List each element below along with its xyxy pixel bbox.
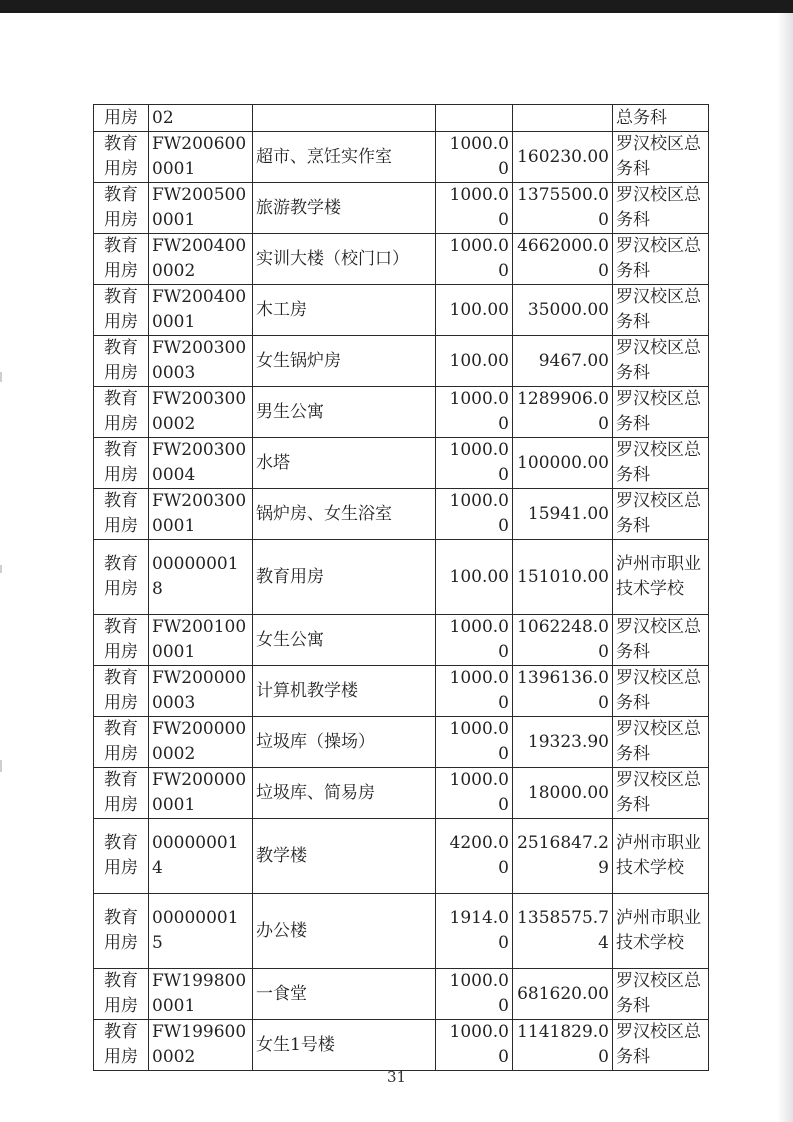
department-cell: 罗汉校区总务科	[613, 489, 709, 540]
department-cell: 罗汉校区总务科	[613, 387, 709, 438]
category-cell: 教育用房	[94, 336, 149, 387]
value-cell: 19323.90	[513, 717, 613, 768]
area-cell: 1000.00	[436, 183, 513, 234]
table-row	[94, 819, 709, 894]
area-cell: 1000.00	[436, 489, 513, 540]
department-cell: 罗汉校区总务科	[613, 969, 709, 1020]
department-cell: 罗汉校区总务科	[613, 132, 709, 183]
table-row	[94, 969, 709, 1020]
area-cell: 100.00	[436, 336, 513, 387]
value-cell: 1358575.74	[513, 894, 613, 969]
asset-name-cell: 实训大楼（校门口）	[253, 234, 436, 285]
table-row	[94, 132, 709, 183]
asset-code-cell: FW2000000002	[149, 717, 253, 768]
value-cell: 160230.00	[513, 132, 613, 183]
asset-name-cell: 女生锅炉房	[253, 336, 436, 387]
asset-table	[93, 104, 709, 1071]
department-cell: 罗汉校区总务科	[613, 717, 709, 768]
asset-code-cell: FW2003000002	[149, 387, 253, 438]
table-row	[94, 285, 709, 336]
asset-name-cell: 计算机教学楼	[253, 666, 436, 717]
scan-mark	[0, 565, 2, 573]
asset-name-cell: 办公楼	[253, 894, 436, 969]
value-cell	[513, 105, 613, 132]
area-cell: 1000.00	[436, 438, 513, 489]
scan-right-edge	[777, 13, 793, 1122]
asset-code-cell: FW2004000001	[149, 285, 253, 336]
department-cell: 罗汉校区总务科	[613, 615, 709, 666]
category-cell: 教育用房	[94, 894, 149, 969]
table-row	[94, 768, 709, 819]
asset-code-cell: FW2000000003	[149, 666, 253, 717]
table-row	[94, 615, 709, 666]
department-cell: 罗汉校区总务科	[613, 768, 709, 819]
category-cell: 教育用房	[94, 969, 149, 1020]
asset-code-cell: FW2003000001	[149, 489, 253, 540]
category-cell: 教育用房	[94, 615, 149, 666]
table-row	[94, 717, 709, 768]
department-cell: 泸州市职业技术学校	[613, 540, 709, 615]
area-cell: 1000.00	[436, 969, 513, 1020]
asset-name-cell: 教学楼	[253, 819, 436, 894]
department-cell: 罗汉校区总务科	[613, 666, 709, 717]
value-cell: 1062248.00	[513, 615, 613, 666]
scan-mark	[0, 760, 2, 772]
table-row	[94, 234, 709, 285]
category-cell: 教育用房	[94, 387, 149, 438]
asset-code-cell: FW2001000001	[149, 615, 253, 666]
asset-code-cell: FW2003000003	[149, 336, 253, 387]
department-cell: 罗汉校区总务科	[613, 438, 709, 489]
value-cell: 4662000.00	[513, 234, 613, 285]
area-cell: 1000.00	[436, 615, 513, 666]
asset-code-cell: 02	[149, 105, 253, 132]
department-cell: 罗汉校区总务科	[613, 285, 709, 336]
table-row	[94, 666, 709, 717]
area-cell: 1000.00	[436, 1020, 513, 1071]
value-cell: 1289906.00	[513, 387, 613, 438]
table-row	[94, 387, 709, 438]
category-cell: 教育用房	[94, 489, 149, 540]
asset-code-cell: FW2004000002	[149, 234, 253, 285]
asset-code-cell: FW2006000001	[149, 132, 253, 183]
category-cell: 教育用房	[94, 132, 149, 183]
department-cell: 总务科	[613, 105, 709, 132]
asset-code-cell: FW2005000001	[149, 183, 253, 234]
area-cell: 1000.00	[436, 666, 513, 717]
table-row	[94, 489, 709, 540]
scan-mark	[0, 372, 2, 382]
asset-name-cell: 女生1号楼	[253, 1020, 436, 1071]
asset-code-cell: 000000018	[149, 540, 253, 615]
asset-name-cell: 一食堂	[253, 969, 436, 1020]
category-cell: 教育用房	[94, 285, 149, 336]
area-cell: 100.00	[436, 285, 513, 336]
category-cell: 教育用房	[94, 183, 149, 234]
table-row	[94, 105, 709, 132]
department-cell: 罗汉校区总务科	[613, 1020, 709, 1071]
value-cell: 2516847.29	[513, 819, 613, 894]
asset-code-cell: FW2000000001	[149, 768, 253, 819]
area-cell: 100.00	[436, 540, 513, 615]
asset-code-cell: 000000014	[149, 819, 253, 894]
asset-code-cell: FW2003000004	[149, 438, 253, 489]
page-number: 31	[386, 1068, 407, 1086]
department-cell: 罗汉校区总务科	[613, 336, 709, 387]
category-cell: 用房	[94, 105, 149, 132]
department-cell: 泸州市职业技术学校	[613, 819, 709, 894]
department-cell: 罗汉校区总务科	[613, 183, 709, 234]
category-cell: 教育用房	[94, 819, 149, 894]
value-cell: 18000.00	[513, 768, 613, 819]
value-cell: 1375500.00	[513, 183, 613, 234]
value-cell: 1396136.00	[513, 666, 613, 717]
value-cell: 151010.00	[513, 540, 613, 615]
category-cell: 教育用房	[94, 1020, 149, 1071]
area-cell: 1000.00	[436, 717, 513, 768]
area-cell: 1000.00	[436, 768, 513, 819]
asset-code-cell: FW1998000001	[149, 969, 253, 1020]
table-row	[94, 1020, 709, 1071]
area-cell: 1000.00	[436, 234, 513, 285]
department-cell: 泸州市职业技术学校	[613, 894, 709, 969]
asset-name-cell: 水塔	[253, 438, 436, 489]
area-cell: 4200.00	[436, 819, 513, 894]
asset-code-cell: FW1996000002	[149, 1020, 253, 1071]
category-cell: 教育用房	[94, 438, 149, 489]
area-cell: 1914.00	[436, 894, 513, 969]
department-cell: 罗汉校区总务科	[613, 234, 709, 285]
category-cell: 教育用房	[94, 540, 149, 615]
asset-name-cell: 旅游教学楼	[253, 183, 436, 234]
asset-code-cell: 000000015	[149, 894, 253, 969]
asset-name-cell: 垃圾库、简易房	[253, 768, 436, 819]
category-cell: 教育用房	[94, 717, 149, 768]
asset-name-cell: 女生公寓	[253, 615, 436, 666]
value-cell: 1141829.00	[513, 1020, 613, 1071]
category-cell: 教育用房	[94, 768, 149, 819]
table-row	[94, 336, 709, 387]
asset-name-cell: 男生公寓	[253, 387, 436, 438]
asset-name-cell: 超市、烹饪实作室	[253, 132, 436, 183]
asset-name-cell: 教育用房	[253, 540, 436, 615]
value-cell: 681620.00	[513, 969, 613, 1020]
table-row	[94, 894, 709, 969]
asset-name-cell: 垃圾库（操场）	[253, 717, 436, 768]
table-row	[94, 183, 709, 234]
asset-table-body	[94, 105, 709, 1071]
asset-name-cell	[253, 105, 436, 132]
scan-top-band	[0, 0, 793, 13]
value-cell: 35000.00	[513, 285, 613, 336]
category-cell: 教育用房	[94, 234, 149, 285]
value-cell: 9467.00	[513, 336, 613, 387]
value-cell: 15941.00	[513, 489, 613, 540]
area-cell: 1000.00	[436, 387, 513, 438]
table-row	[94, 438, 709, 489]
area-cell: 1000.00	[436, 132, 513, 183]
asset-name-cell: 木工房	[253, 285, 436, 336]
value-cell: 100000.00	[513, 438, 613, 489]
table-row	[94, 540, 709, 615]
asset-name-cell: 锅炉房、女生浴室	[253, 489, 436, 540]
area-cell	[436, 105, 513, 132]
category-cell: 教育用房	[94, 666, 149, 717]
